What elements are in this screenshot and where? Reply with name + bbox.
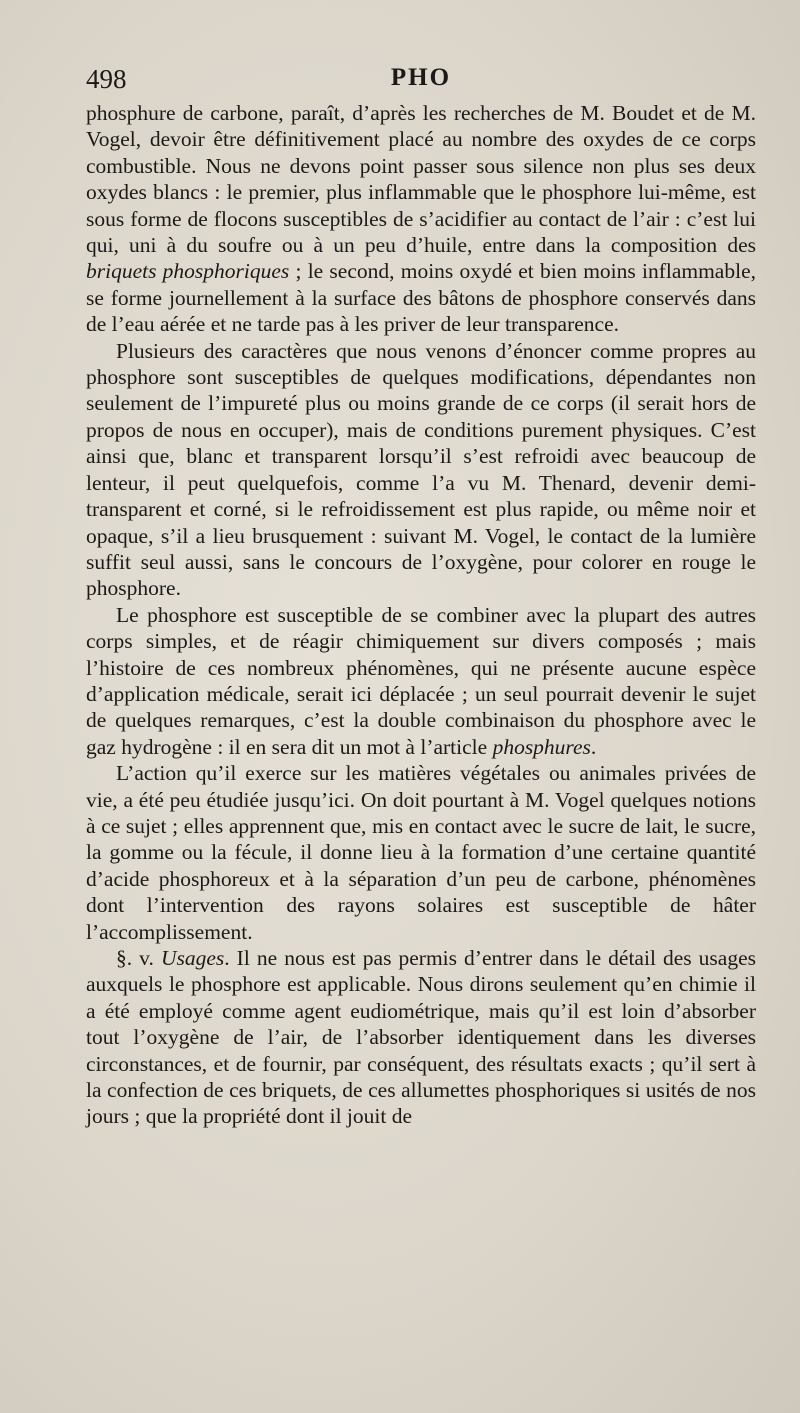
text-run: Le phosphore est susceptible de se combiner avec la plupart des autres corps simples, et de réagir chimiquement sur divers composés ; mais l’histoire de ces nombreux phénomènes, qui ne présente aucune espèce d’application médicale, serait ici déplacée ; un seul pourrait devenir le sujet de quelques remarques, c’est la double combinaison du phosphore avec le gaz hydrogène : il en sera dit un mot à l’article (86, 602, 756, 759)
paragraph-4 (86, 760, 756, 945)
body-text (86, 100, 756, 1130)
paragraph-5 (86, 945, 756, 1130)
italic-text: Usages (160, 946, 225, 970)
paragraph-2 (86, 338, 756, 602)
text-run: ; le second, moins oxydé et bien moins inflammable, se forme journellement à la surface des bâtons de phosphore conservés dans de l’eau aérée et ne tarde pas à les priver de leur transparence. (86, 259, 756, 337)
text-run: phosphure de carbone, paraît, d’après les recherches de M. Boudet et de M. Vogel, devoir être définitivement placé au nombre des oxydes de ce corps combustible. Nous ne devons point passer sous silence non plus ses deux oxydes blancs : le premier, plus inflammable que le phosphore lui-même, est sous forme de flocons susceptibles de s’acidifier au contact de l’air : c’est lui qui, uni à du soufre ou à un peu d’huile, entre dans la composition des (86, 101, 756, 258)
paragraph-3 (86, 602, 756, 760)
italic-text: briquets phosphoriques (86, 259, 290, 284)
text-run: Plusieurs des caractères que nous venons d’énoncer comme propres au phosphore sont susceptibles de quelques modifications, dépendantes non seulement de l’impureté plus ou moins grande de ce corps (il serait hors de propos de nous en occuper), mais de conditions purement physiques. C’est ainsi que, blanc et transparent lorsqu’il s’est refroidi avec beaucoup de lenteur, il peut quelquefois, comme l’a vu M. Thenard, devenir demi-transparent et corné, si le refroidissement est plus rapide, ou même noir et opaque, s’il a lieu brusquement : suivant M. Vogel, le contact de la lumière suffit seul aussi, sans le concours de l’oxygène, pour colorer en rouge le phosphore. (86, 338, 756, 601)
text-run: . (590, 734, 597, 759)
page-number: 498 (86, 64, 127, 94)
text-run: L’action qu’il exerce sur les matières végétales ou animales privées de vie, a été peu étudiée jusqu’ici. On doit pourtant à M. Vogel quelques notions à ce sujet ; elles apprennent que, mis en contact avec le sucre de lait, le sucre, la gomme ou la fécule, il donne lieu à la formation d’une certaine quantité d’acide phosphoreux et à la séparation d’un peu de carbone, phénomènes dont l’intervention des rayons solaires est susceptible de hâter l’accomplissement. (86, 761, 756, 944)
paragraph-1 (86, 100, 756, 338)
text-run: . Il ne nous est pas permis d’entrer dans le détail des usages auxquels le phosphore est applicable. Nous dirons seulement qu’en chimie il a été employé comme agent eudiométrique, mais qu’il est loin d’absorber tout l’oxygène de l’air, de l’absorber identiquement dans les diverses circonstances, et de fournir, par conséquent, des résultats exacts ; qu’il sert à la confection de ces briquets, de ces allumettes phosphoriques si usités de nos jours ; que la propriété dont il jouit de (86, 946, 756, 1129)
text-run: §. v. (116, 946, 161, 970)
page-header (86, 64, 756, 100)
running-head: PHO (390, 64, 452, 91)
italic-text: phosphures (492, 734, 591, 759)
